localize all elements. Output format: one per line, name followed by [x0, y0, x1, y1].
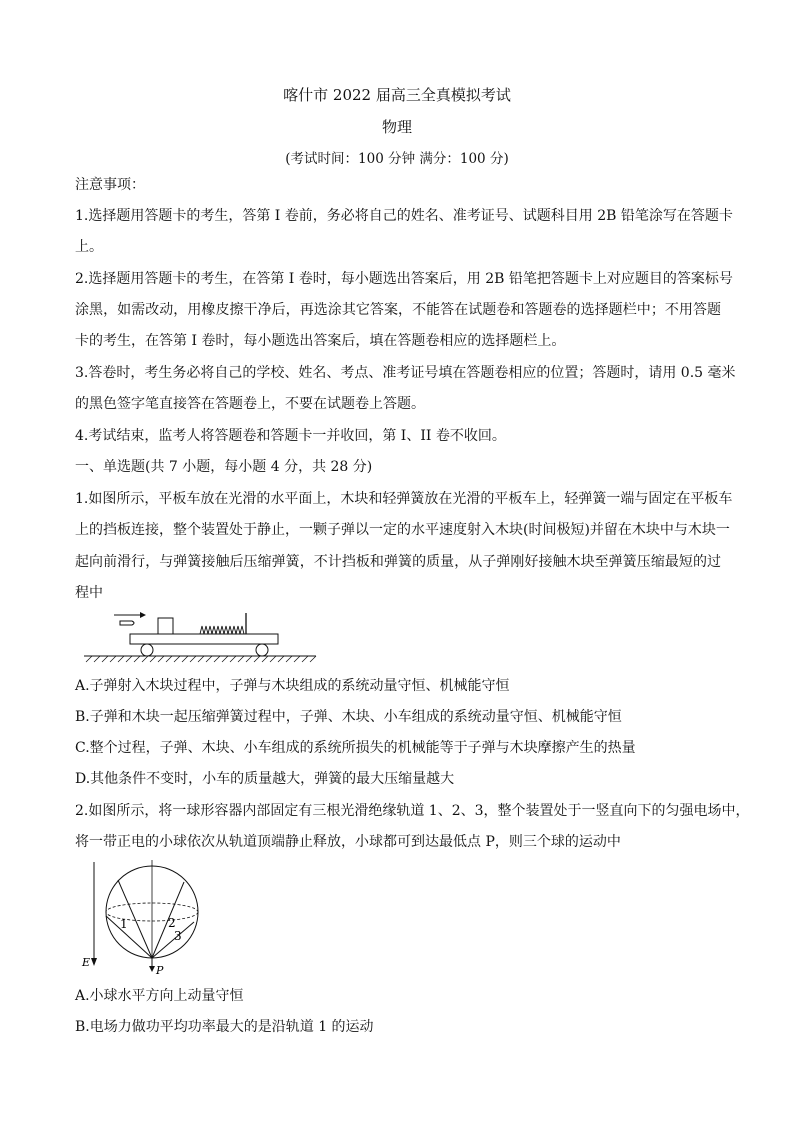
q1-stem-line-2: 上的挡板连接，整个装置处于静止，一颗子弹以一定的水平速度射入木块(时间极短)并留在木块中与木块一: [75, 522, 730, 538]
ground-hatching: [86, 656, 316, 662]
spring: [200, 626, 244, 634]
q2-option-b: B.电场力做功平均功率最大的是沿轨道 1 的运动: [75, 1019, 374, 1035]
exam-meta: (考试时间：100 分钟 满分：100 分): [285, 151, 509, 167]
exam-subject: 物理: [381, 118, 412, 136]
track-2-label: 2: [168, 916, 176, 930]
notice-heading: 注意事项：: [75, 177, 145, 193]
q1-stem-line-1: 1.如图所示，平板车放在光滑的水平面上，木块和轻弹簧放在光滑的平板车上，轻弹簧一端与固定在平板车: [75, 491, 733, 507]
notice-item-1-line-1: 1.选择题用答题卡的考生，答第 I 卷前，务必将自己的姓名、准考证号、试题科目用 2B 铅笔涂写在答题卡: [75, 208, 733, 224]
p-arrow-head: [149, 966, 155, 972]
notice-item-3-line-1: 3.答卷时，考生务必将自己的学校、姓名、考点、准考证号填在答题卷相应的位置；答题时，请用 0.5 毫米: [75, 365, 736, 381]
cart-wheel-right: [256, 644, 268, 656]
wooden-block: [158, 618, 173, 634]
exam-title: 喀什市 2022 届高三全真模拟考试: [283, 86, 511, 104]
q1-option-d: D.其他条件不变时，小车的质量越大，弹簧的最大压缩量越大: [75, 771, 455, 787]
bullet-arrow-head: [140, 612, 146, 618]
q2-stem-line-2: 将一带正电的小球依次从轨道顶端静止释放，小球都可到达最低点 P，则三个球的运动中: [75, 834, 621, 850]
notice-item-3-line-2: 的黑色签字笔直接答在答题卷上，不要在试题卷上答题。: [75, 396, 425, 412]
notice-item-2-line-3: 卡的考生，在答第 I 卷时，每小题选出答案后，填在答题卷相应的选择题栏上。: [75, 333, 566, 349]
q1-stem-line-4: 程中: [75, 585, 103, 601]
notice-item-1-line-2: 上。: [75, 239, 103, 255]
field-arrow-head: [91, 958, 97, 966]
field-label: E: [82, 956, 91, 969]
point-p-label: P: [156, 964, 164, 977]
q2-figure: [78, 860, 218, 980]
q1-option-b: B.子弹和木块一起压缩弹簧过程中，子弹、木块、小车组成的系统动量守恒、机械能守恒: [75, 709, 622, 725]
track-1-label: 1: [120, 917, 128, 931]
track-3-label: 3: [174, 929, 182, 943]
q1-figure: [80, 610, 320, 670]
section-heading: 一、单选题(共 7 小题，每小题 4 分，共 28 分): [75, 459, 373, 475]
q2-stem-line-1: 2.如图所示，将一球形容器内部固定有三根光滑绝缘轨道 1、2、3，整个装置处于一竖直向下的匀强电场中，: [75, 803, 750, 819]
cart-platform: [130, 634, 278, 644]
q1-option-c: C.整个过程，子弹、木块、小车组成的系统所损失的机械能等于子弹与木块摩擦产生的热量: [75, 740, 636, 756]
q1-stem-line-3: 起向前滑行，与弹簧接触后压缩弹簧，不计挡板和弹簧的质量，从子弹刚好接触木块至弹簧压缩最短的过: [75, 554, 721, 570]
notice-item-2-line-2: 涂黑，如需改动，用橡皮擦干净后，再选涂其它答案，不能答在试题卷和答题卷的选择题栏中；不用答题: [75, 302, 721, 318]
cart-wheel-left: [141, 644, 153, 656]
q1-option-a: A.子弹射入木块过程中，子弹与木块组成的系统动量守恒、机械能守恒: [75, 678, 510, 694]
q2-option-a: A.小球水平方向上动量守恒: [75, 988, 244, 1004]
notice-item-2-line-1: 2.选择题用答题卡的考生，在答第 I 卷时，每小题选出答案后，用 2B 铅笔把答题卡上对应题目的答案标号: [75, 271, 733, 287]
notice-item-4-line-1: 4.考试结束，监考人将答题卷和答题卡一并收回，第 I、II 卷不收回。: [75, 428, 506, 444]
bullet: [120, 621, 134, 625]
